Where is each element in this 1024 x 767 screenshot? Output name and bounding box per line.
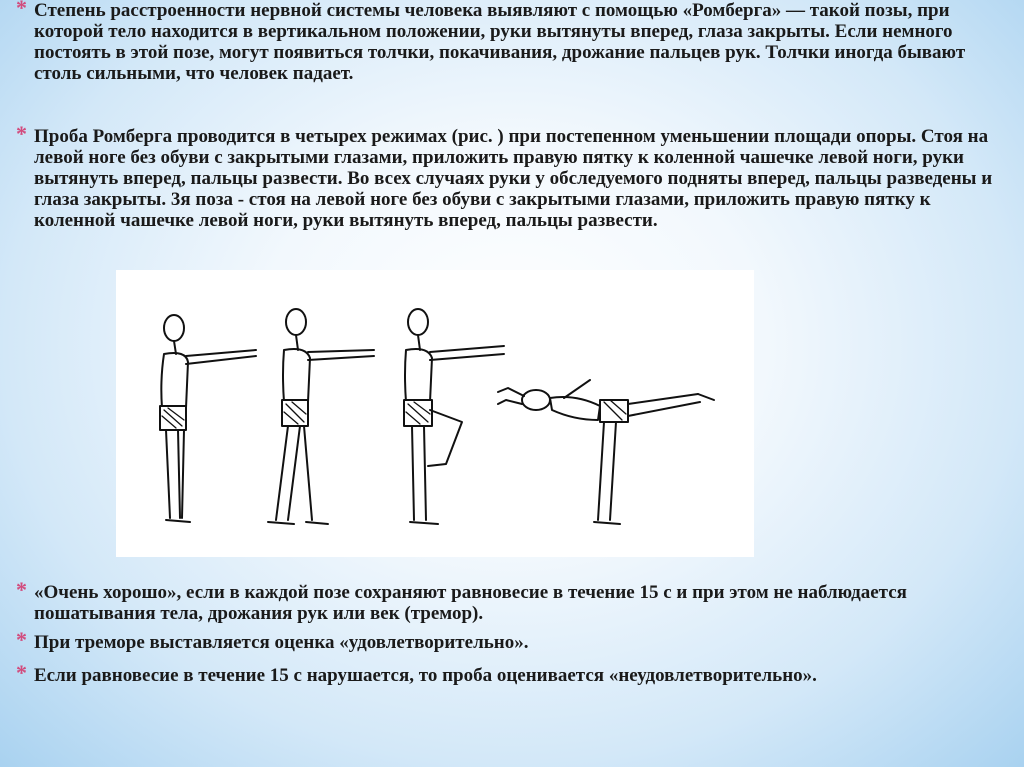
paragraph-text: Степень расстроенности нервной системы человека выявляют с помощью «Ромберга» — такой позы, при которой тело находится в вертикальном положении, руки вытянуты вперед, глаза закрыты. Если немного постоять в этой позе, могут появиться толчки, покачивания, дрожание пальцев рук. Толчки иногда бывают столь сильными, что человек падает.	[34, 0, 966, 84]
paragraph-text: При треморе выставляется оценка «удовлетворительно».	[34, 632, 529, 653]
paragraph-text: Если равновесие в течение 15 с нарушается, то проба оценивается «неудовлетворительно».	[34, 665, 817, 686]
pose-3-one-leg	[404, 309, 504, 524]
bullet-paragraph-very-good	[16, 577, 1000, 624]
bullet-marker: *	[16, 660, 27, 685]
bullet-paragraph-unsatisfactory	[16, 660, 1000, 686]
bullet-marker: *	[16, 0, 27, 20]
romberg-poses-figure	[116, 270, 754, 557]
pose-2-heel-to-toe	[268, 309, 374, 524]
paragraph-text: «Очень хорошо», если в каждой позе сохраняют равновесие в течение 15 с и при этом не наблюдается пошатывания тела, дрожания рук или век (тремор).	[34, 582, 907, 624]
pose-1-feet-together	[160, 315, 256, 522]
pose-4-arabesque	[498, 380, 714, 524]
bullet-paragraph-satisfactory	[16, 627, 1000, 653]
paragraph-text: Проба Ромберга проводится в четырех режимах (рис. ) при постепенном уменьшении площади опоры. Стоя на левой ноге без обуви с закрытыми глазами, приложить правую пятку к коленной чашечке левой ноги, руки вытянуть вперед, пальцы развести. Во всех случаях руки у обследуемого подняты вперед, пальцы разведены и глаза закрыты. 3я поза - стоя на левой ноге без обуви с закрытыми глазами, приложить правую пятку к коленной чашечке левой ноги, руки вытянуть вперед, пальцы развести.	[34, 126, 993, 231]
bullet-paragraph-romberg-test	[16, 121, 1000, 231]
bullet-marker: *	[16, 627, 27, 652]
bullet-marker: *	[16, 577, 27, 602]
bullet-marker: *	[16, 121, 27, 146]
romberg-poses-illustration	[116, 270, 754, 557]
bullet-paragraph-intro	[16, 0, 1000, 84]
